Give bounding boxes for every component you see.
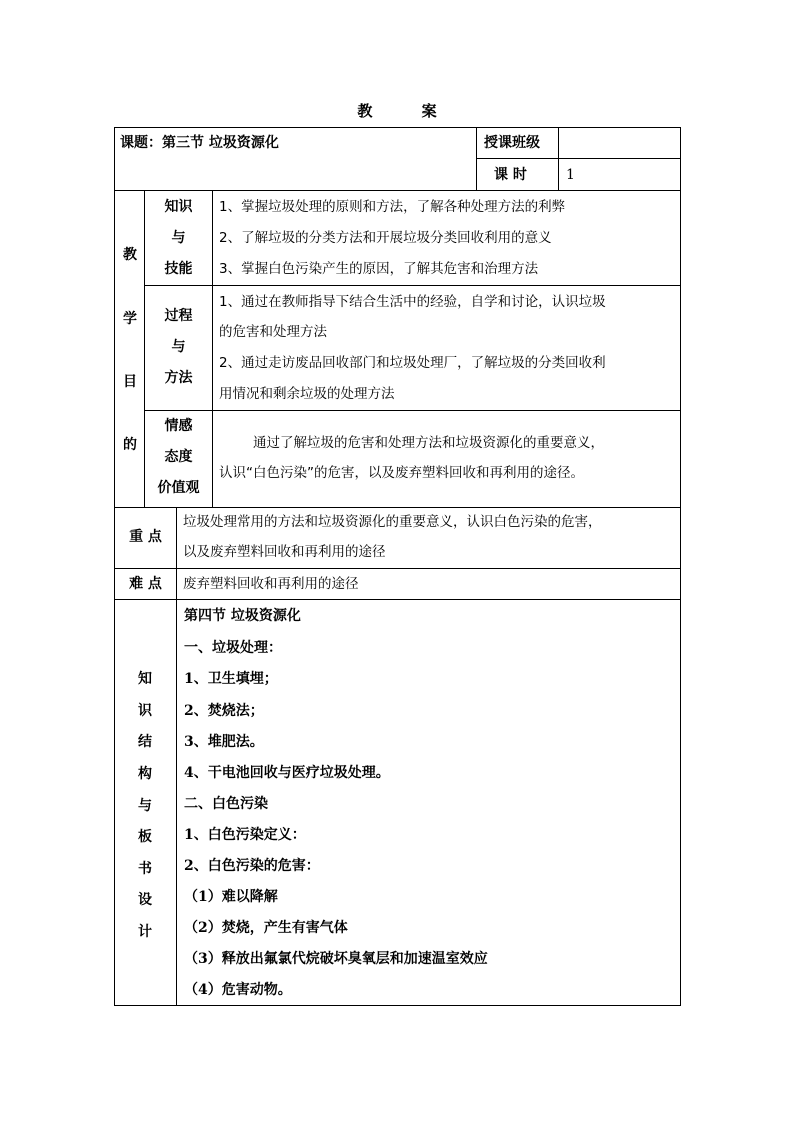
hours-value: 1 [566, 167, 575, 183]
key-points-label: 重 点 [129, 529, 162, 545]
difficult-points-label: 难 点 [129, 576, 162, 592]
lesson-topic: 课题：第三节 垃圾资源化 [120, 135, 279, 151]
difficult-points-content: 废弃塑料回收和再利用的途径 [183, 576, 359, 592]
class-label: 授课班级 [484, 135, 540, 151]
hours-label: 课 时 [494, 167, 527, 183]
page-title: 教 案 [357, 102, 459, 120]
